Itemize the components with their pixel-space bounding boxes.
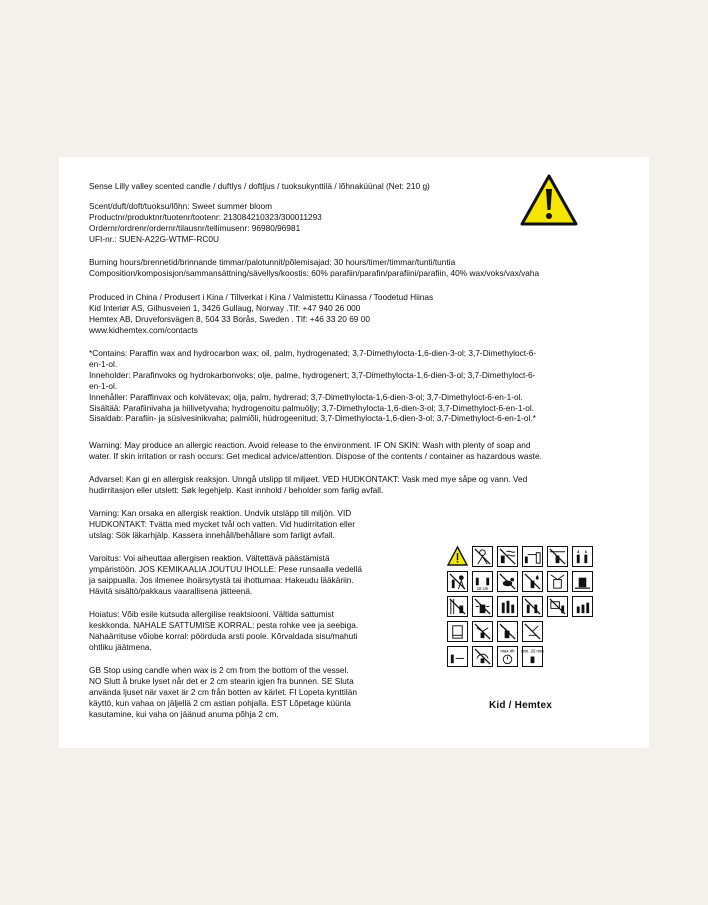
no-touching-icon <box>522 621 543 642</box>
warning-se-line: HUDKONTAKT: Tvätta med mycket tvål och vatten. Vid hudirritation eller <box>89 518 356 529</box>
stop-using-block <box>89 665 357 720</box>
stop-using-line: kasutamine, kui vaha on jäänud anuma põhja 2 cm. <box>89 708 279 719</box>
brand-logo: Kid / Hemtex <box>489 700 552 711</box>
warning-fi-block <box>89 553 362 597</box>
stable-surface-icon <box>572 571 593 592</box>
min-distance-icon <box>522 646 543 667</box>
stop-using-line: använda ljuset när vaxet är 2 cm från botten av kärlet. FI Lopeta kynttilän <box>89 686 357 697</box>
warning-no-line: Advarsel: Kan gi en allergisk reaksjon. Unngå utslipp til miljøet. VED HUDKONTAKT: Vask med mye såpe og vann. Ved <box>89 474 528 484</box>
no-children-icon <box>472 546 493 567</box>
stop-at-bottom-icon <box>447 621 468 642</box>
warning-fi-line: Hävitä sisältö/pakkaus vaarallisena jätteenä. <box>89 585 253 596</box>
ufi-line: UFI-nr.: SUEN-A22G-WTMF-RC0U <box>89 233 219 244</box>
warning-en-line: water. If skin irritation or rash occurs: Get medical advice/attention. Dispose of the contents / container as hazardous waste. <box>89 450 542 461</box>
no-pets-icon <box>497 571 518 592</box>
warning-en-line: Warning: May produce an allergic reaction. Avoid release to the environment. IF ON SKIN: Wash with plenty of soap and <box>89 440 531 450</box>
warning-fi-line: ja saippualla. Jos ilmenee ihoärsytystä tai ihottumaa: Hakeudu lääkäriin. <box>89 574 354 585</box>
never-unattended-icon <box>447 571 468 592</box>
burn-flat-icon <box>572 596 593 617</box>
warning-ee-line: ohtliku jäätmena. <box>89 641 152 652</box>
hemtex-address-line: Hemtex AB, Druveforsvägen 8, 504 33 Borås, Sweden . Tlf: +46 33 20 69 00 <box>89 313 370 324</box>
warning-se-line: Varning: Kan orsaka en allergisk reaktion. Undvik utsläpp till miljön. VID <box>89 508 352 518</box>
origin-line: Produced in China / Produsert i Kina / Tillverkat i Kina / Valmistettu Kiinassa / Toodetud Hiinas <box>89 292 434 302</box>
order-number-line: Ordernr/ordrenr/ordernr/tilausnr/tellimusenr: 96980/96981 <box>89 222 301 233</box>
no-draft-icon <box>497 546 518 567</box>
min-distance-text: min. 20 mm <box>521 648 544 654</box>
warning-en-block <box>89 440 542 462</box>
warning-fi-line: ympäristöön. JOS KEMIKAALIA JOUTUU IHOLLE: Pese runsaalla vedellä <box>89 563 362 574</box>
no-extinguish-water-icon <box>472 621 493 642</box>
no-curtains-icon <box>447 596 468 617</box>
stop-using-line: käyttö, kun vahaa on jäljellä 2 cm astian pohjalla. EST Lõpetage küünla <box>89 697 351 708</box>
product-number-line: Productnr/produktnr/tuotenr/tootenr: 213084210323/300011293 <box>89 211 322 222</box>
stop-using-line: GB Stop using candle when wax is 2 cm from the bottom of the vessel. <box>89 665 349 675</box>
product-label <box>59 157 649 748</box>
contains-line: en-1-ol. <box>89 358 118 369</box>
contains-line: Innehåller: Paraffinvax och kolvätevax; olja, palm, hydrerad; 3,7-Dimethylocta-1,6-dien-3-ol; 3,7-Dimethyloct-6-en-1-ol. <box>89 391 523 402</box>
warning-no-block <box>89 474 527 496</box>
warning-ee-line: Nahaärrituse võiobe korral: pöörduda arsti poole. Kõrvaldada sisu/mahuti <box>89 630 358 641</box>
no-draft-room-icon <box>522 596 543 617</box>
candle-spacing-icon <box>472 571 493 592</box>
no-stacking-icon <box>497 596 518 617</box>
warning-triangle-icon <box>520 174 578 226</box>
contains-line: Sisältää: Parafiinivaha ja hiilivetyvaha; hydrogenoitu palmuöljy; 3,7-Dimethylocta-1,6-dien-3-ol; 3,7-Dimethyloct-6-en-1-ol. <box>89 402 535 413</box>
composition-line: Composition/komposisjon/sammansättning/sävellys/koostis: 60% parafiin/parafin/parafiini/parafiin, 40% wax/voks/vax/vaha <box>89 267 540 278</box>
origin-block <box>89 292 433 336</box>
burning-block <box>89 257 539 279</box>
warning-se-line: utslag: Sök läkarhjälp. Kassera innehåll/behållare som farligt avfall. <box>89 529 335 540</box>
warning-ee-line: Hoiatus: Võib esile kutsuda allergilise reaktsiooni. Vältida sattumist <box>89 609 334 619</box>
no-shelf-icon <box>547 546 568 567</box>
distance-icon <box>447 646 468 667</box>
max-burn-text: max 4h <box>500 648 515 654</box>
contains-line: *Contains: Paraffin wax and hydrocarbon wax; oil, palm, hydrogenated; 3,7-Dimethylocta-1,6-dien-3-ol; 3,7-Dimethyloct-6- <box>89 348 537 358</box>
burning-hours-line: Burning hours/brennetid/brinnande timmar/palotunnit/põlemisajad: 30 hours/timer/timmar/tunti/tuntia <box>89 257 456 267</box>
no-matches-icon <box>497 621 518 642</box>
no-heat-source-icon <box>472 646 493 667</box>
scent-line: Scent/duft/doft/tuoksu/lõhn: Sweet summer bloom <box>89 201 273 211</box>
distance-1m-icon <box>522 546 543 567</box>
contains-line: Inneholder: Parafinvoks og hydrokarbonvoks; olje, palme, hydrogenert; 3,7-Dimethylocta-1,6-dien-3-ol; 3,7-Dimethyloct-6- <box>89 369 536 380</box>
no-water-icon <box>522 571 543 592</box>
stop-using-line: NO Slutt å bruke lyset når det er 2 cm stearin igjen fra bunnen. SE Sluta <box>89 675 354 686</box>
no-moving-icon <box>472 596 493 617</box>
warning-ee-line: keskkonda. NAHALE SATTUMISE KORRAL: pesta rohke vee ja seebiga. <box>89 619 359 630</box>
no-flammable-icon <box>572 546 593 567</box>
spacing-text: 10 cm <box>476 586 489 592</box>
kid-address-line: Kid Interiør AS, Gilhusveien 1, 3426 Gullaug, Norway .Tlf: +47 940 26 000 <box>89 302 361 313</box>
product-info-block <box>89 201 322 245</box>
warning-ee-block <box>89 609 358 653</box>
trim-wick-icon <box>547 571 568 592</box>
warning-se-block <box>89 508 355 541</box>
contains-block <box>89 348 536 424</box>
product-title <box>89 181 430 192</box>
product-title-line: Sense Lilly valley scented candle / duftlys / doftljus / tuoksukynttilä / lõhnaküünal (Net: 210 g) <box>89 181 430 191</box>
warning-no-line: hudirritasjon eller utslett: Søk legehjelp. Kast innhold / beholder som farlig avfall. <box>89 484 384 495</box>
contains-line: Sisaldab: Parafiin- ja süsivesinikvaha; palmiõli, hüdrogeenitud; 3,7-Dimethylocta-1,6-dien-3-ol; 3,7-Dimethyloct-6-en-1-ol.* <box>89 413 536 424</box>
small-warning-icon <box>447 546 468 566</box>
contains-line: en-1-ol. <box>89 380 118 391</box>
warning-fi-line: Varoitus: Voi aiheuttaa allergisen reaktion. Vältettävä päästämistä <box>89 553 330 563</box>
no-electronics-icon <box>547 596 568 617</box>
website-line: www.kidhemtex.com/contacts <box>89 324 198 335</box>
max-burn-time-icon <box>497 646 518 667</box>
